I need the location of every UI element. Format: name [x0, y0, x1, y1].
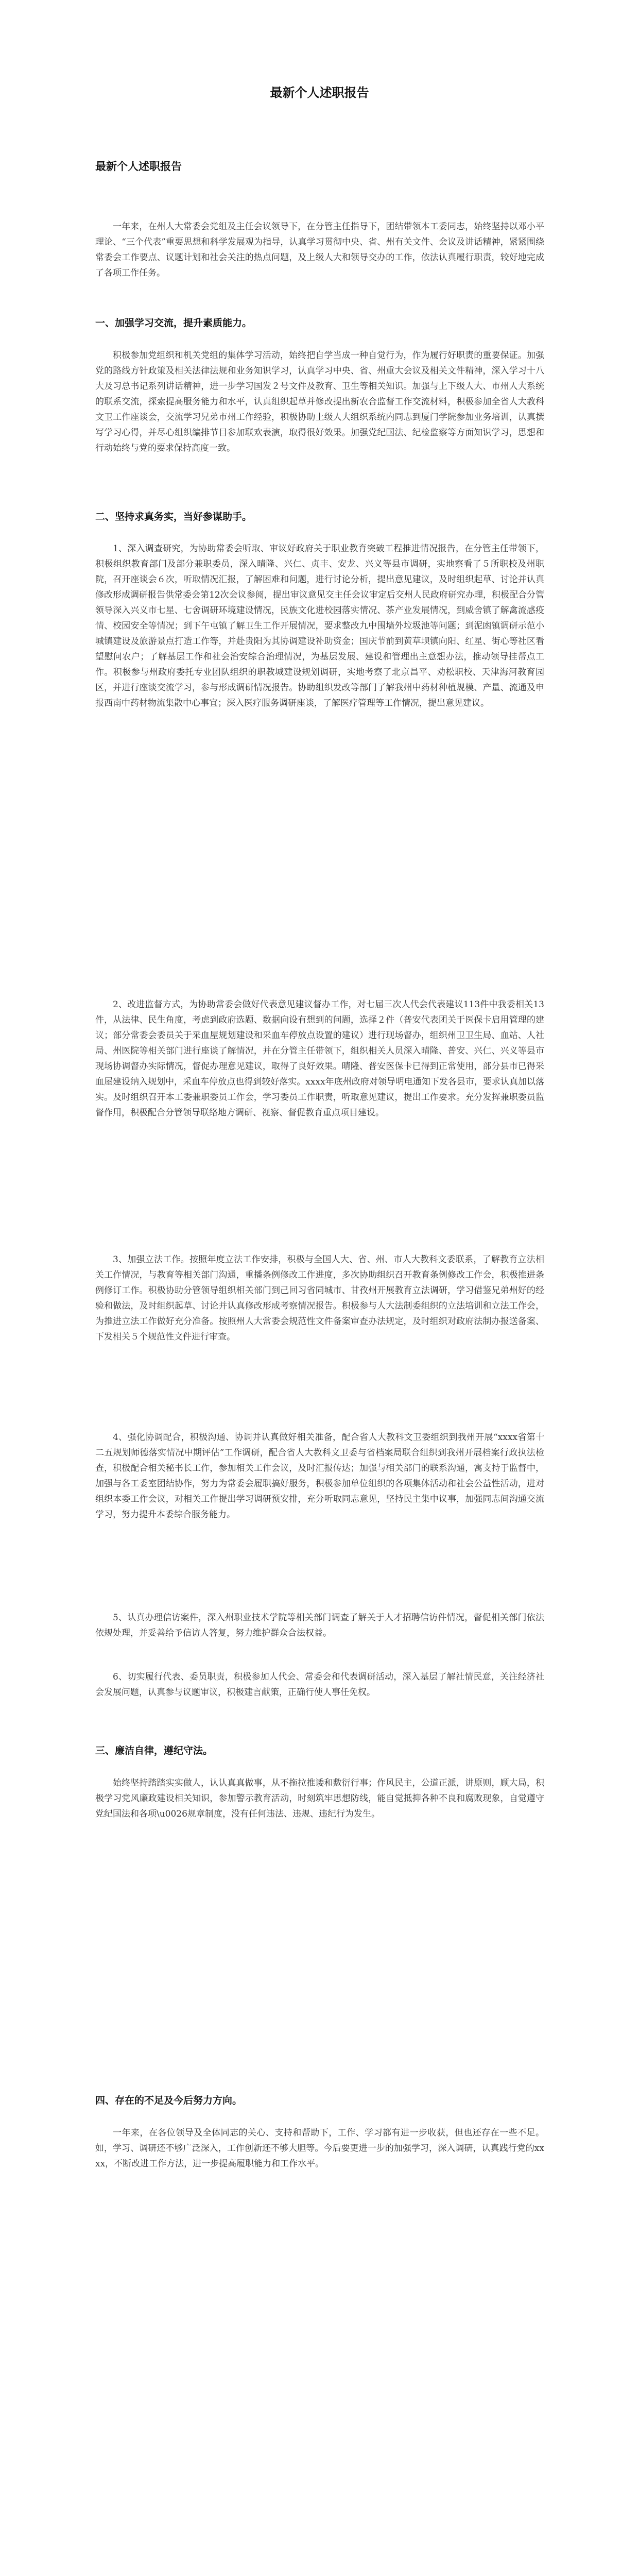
section-2-paragraph-3: 3、加强立法工作。按照年度立法工作安排，积极与全国人大、省、州、市人大教科文委联系，了解教育立法相关工作情况，与教育等相关部门沟通，重播条例修改工作进度，多次协助组织召开教育条例修改工作会，积极推进条例修订工作。积极协助分管领导组织相关部门到己回习省同城市、甘孜州开展教育立法调研，学习借鉴兄弟州好的经验和做法，及时组织起草、讨论并认真修改形成考察情况报告。积极参与人大法制委组织的立法培训和立法工作会，为推进立法工作做好充分准备。按照州人大常委会规范性文件备案审查办法规定，及时组织对政府法制办报送备案、下发相关５个规范性文件进行审查。 — [95, 1255, 544, 1342]
section-2-paragraph-1: 1、深入调查研究，为协助常委会听取、审议好政府关于职业教育突破工程推进情况报告，在分管主任带领下，积极组织教育部门及部分兼职委员，深入晴隆、兴仁、贞丰、安龙、兴义等县市调研，实地察看了５所职校及州职院，召开座谈会６次，听取情况汇报，了解困难和问题，进行讨论分析，提出意见建议，及时组织起草、讨论并认真修改形成调研报告供常委会第12次会议参阅，提出审议意见交主任会议审定后交州人民政府研究办理，积极配合分管领导深入兴义市七星、七舍调研环境建设情况，民族文化进校园落实情况、茶产业发展情况，到威舍镇了解禽流感疫情、校园安全等情况；到下午屯镇了解卫生工作开展情况，要求整改九中围墙外垃圾池等问题；到泥凼镇调研示范小城镇建设及旅游景点打造工作等，并赴贵阳为其协调建设补助资金；国庆节前到黄草坝镇向阳、红星、街心等社区看望慰问农户；了解基层工作和社会治安综合治理情况，为基层发展、建设和管理出主意想办法，推动领导挂帮点工作。积极参与州政府委托专业团队组织的职教城建设规划调研，实地考察了北京昌平、劝松职校、天津海河教育园区，并进行座谈交流学习，参与形成调研情况报告。协助组织发改等部门了解我州中药材种植规模、产量、流通及申报西南中药材物流集散中心事宜；深入医疗服务调研座谈，了解医疗管理等工作情况，提出意见建议。 — [95, 544, 544, 708]
section-heading-2: 二、坚持求真务实，当好参谋助手。 — [95, 511, 252, 522]
section-2-paragraph-4: 4、强化协调配合，积极沟通、协调并认真做好相关准备，配合省人大教科文卫委组织到我州开展“xxxx省第十二五规划师德落实情况中期评估”工作调研，配合省人大教科文卫委与省档案局联合组织到我州开展档案行政执法检查，积极配合相关秘书长工作，参加相关工作会议，及时汇报传达；加强与相关部门的联系沟通，寓支持于监督中，加强与各工委室团结协作，努力为常委会履职搞好服务，积极参加单位组织的各项集体活动和社会公益性活动，进对组织本委工作会议，对相关工作提出学习调研预安排，充分听取同志意见，坚持民主集中议事，加强同志间沟通交流学习，努力提升本委综合服务能力。 — [95, 1432, 544, 1520]
intro-paragraph: 一年来，在州人大常委会党组及主任会议领导下，在分管主任指导下，团结带领本工委同志，始终坚持以邓小平理论、“三个代表”重要思想和科学发展观为指导，认真学习贯彻中央、省、州有关文件、会议及讲话精神，紧紧围绕常委会工作要点、议题计划和社会关注的热点问题，及上级人大和领导交办的工作，依法认真履行职责，较好地完成了各项工作任务。 — [95, 222, 544, 278]
section-heading-4: 四、存在的不足及今后努力方向。 — [95, 2095, 243, 2106]
section-1-paragraph-1: 积极参加党组织和机关党组的集体学习活动，始终把自学当成一种自觉行为，作为履行好职责的重要保证。加强党的路线方针政策及相关法律法规和业务知识学习，认真学习中央、省、州重大会议及相关文件精神，深入学习十八大及习总书记系列讲话精神，进一步学习国发２号文件及教育、卫生等相关知识。加强与上下级人大、市州人大系统的联系交流，探索提高服务能力和水平，认真组织起草并修改提出新农合监督工作交流材料，积极参加全省人大教科文卫工作座谈会，交流学习兄弟市州工作经验，积极协助上级人大组织系统内同志到厦门学院参加业务培训，认真撰写学习心得，并尽心组织编排节目参加联欢表演，取得很好效果。加强党纪国法、纪检监察等方面知识学习，思想和行动始终与党的要求保持高度一致。 — [95, 350, 544, 453]
section-3-paragraph-1: 始终坚持踏踏实实做人，认认真真做事，从不拖拉推诿和敷衍行事；作风民主，公道正派，讲原则，顾大局，积极学习党风廉政建设相关知识，参加警示教育活动，时刻筑牢思想防线，能自觉抵抑各种不良和腐败现象，自觉遵守党纪国法和各项\u0026规章制度，没有任何违法、违规、违纪行为发生。 — [95, 1778, 544, 1819]
section-2-paragraph-5: 5、认真办理信访案件，深入州职业技术学院等相关部门调查了解关于人才招聘信访件情况，督促相关部门依法依规处理，并妥善给予信访人答复，努力维护群众合法权益。 — [95, 1613, 544, 1638]
section-heading-1: 一、加强学习交流，提升素质能力。 — [95, 317, 252, 329]
section-2-paragraph-6: 6、切实履行代表、委员职责，积极参加人代会、常委会和代表调研活动，深入基层了解社情民意，关注经济社会发展问题，认真参与议题审议，积极建言献策，正确行使人事任免权。 — [95, 1672, 544, 1698]
document-subtitle: 最新个人述职报告 — [95, 160, 182, 173]
section-heading-3: 三、廉洁自律，遵纪守法。 — [95, 1745, 213, 1756]
section-4-paragraph-1: 一年来，在各位领导及全体同志的关心、支持和帮助下，工作、学习都有进一步收获，但也还存在一些不足。如，学习、调研还不够广泛深入，工作创新还不够大胆等。今后要更进一步的加强学习，深入调研，认真践行党的xxxx，不断改进工作方法，进一步提高履职能力和工作水平。 — [95, 2128, 544, 2169]
section-2-paragraph-2: 2、改进监督方式，为协助常委会做好代表意见建议督办工作，对七届三次人代会代表建议113件中我委相关13件，从法律、民生角度，考虑到政府选题、数据向设有想到的问题，选择２件（普安代表团关于医保卡启用管理的建议；部分常委会委员关于采血屋规划建设和采血车停放点设置的建议）进行现场督办，组织州卫卫生局、血站、人社局、州医院等相关部门进行座谈了解情况，并在分管主任带领下，组织相关人员深入晴隆、普安、兴仁、兴义等县市现场协调督办实际情况，督促办理意见建议，取得了良好效果。晴隆、普安医保卡已得到正常使用，部分县市已得采血屋建设纳入规划中，采血车停放点也得到较好落实。xxxx年底州政府对领导明电通知下发各县市，要求认真加以落实。及时组织召开本工委兼职委员工作会，学习委员工作职责，听取意见建议，提出工作要求。充分发挥兼职委员监督作用，积极配合分管领导联络地方调研、视察、督促教育重点项目建设。 — [95, 999, 544, 1118]
document-title: 最新个人述职报告 — [270, 85, 369, 100]
